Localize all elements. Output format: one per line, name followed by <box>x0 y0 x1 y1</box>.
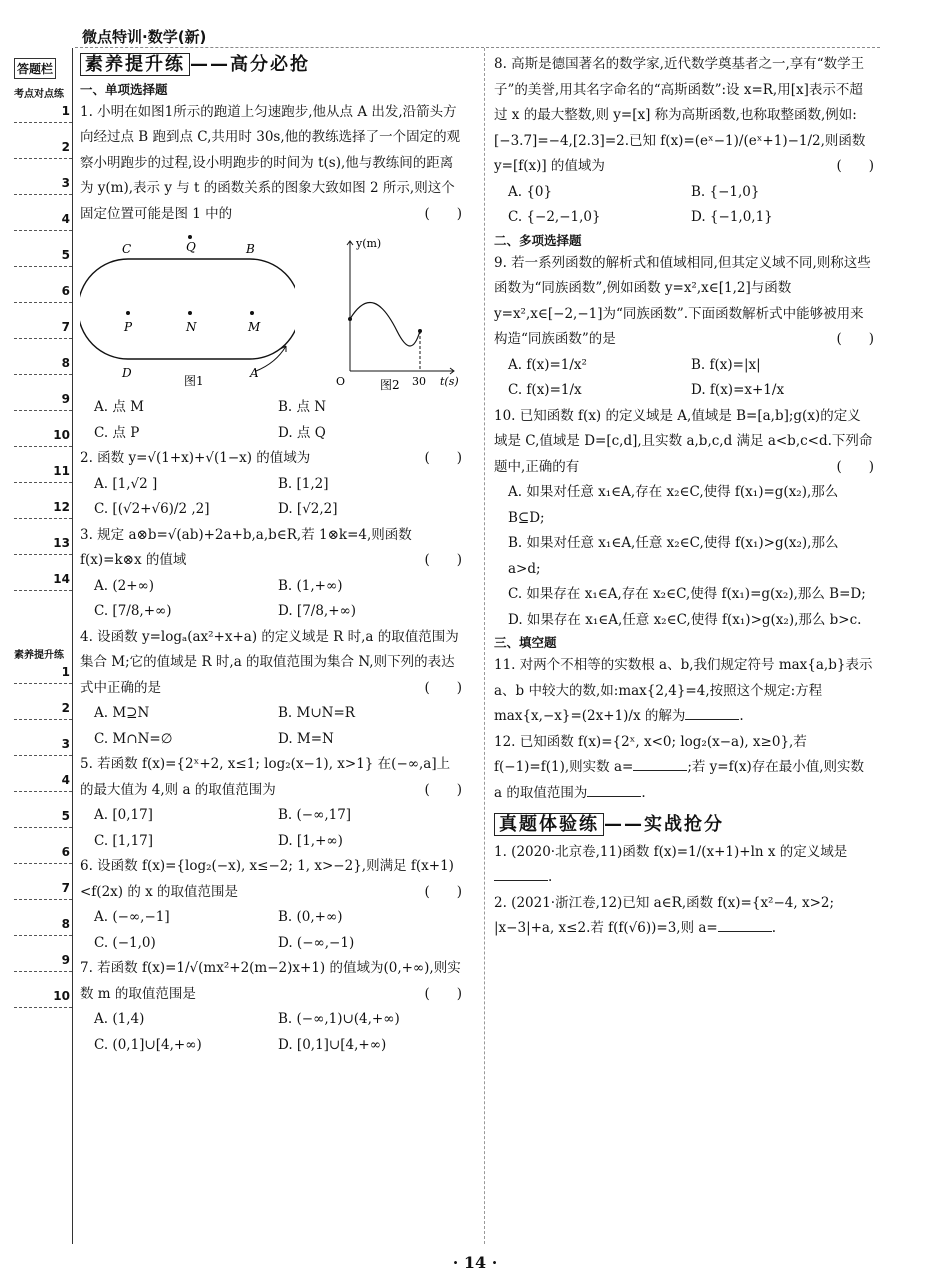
answer-slot-12[interactable]: 12 <box>14 496 72 519</box>
answer-slot-7[interactable]: 7 <box>14 877 72 900</box>
question-1-figures <box>80 231 462 391</box>
sidebar-title: 答题栏 <box>14 58 56 79</box>
answer-blank[interactable] <box>718 917 772 932</box>
label-m: M <box>248 320 261 334</box>
question-11: 11. 对两个不相等的实数根 a、b,我们规定符号 max{a,b}表示 a、b 中较大的数,如:max{2,4}=4,按照这个规定:方程 max{x,−x}=(2x+1)/x 的解为 . <box>494 657 873 724</box>
answer-slot-3[interactable]: 3 <box>14 733 72 756</box>
question-9: 9. 若一系列函数的解析式和值域相同,但其定义域不同,则称这些函数为“同族函数”,例如函数 y=x²,x∈[1,2]与函数 y=x²,x∈[−2,−1]为“同族函数”.下面函数解析式中能够被用来构造“同族函数”的是 ( ) A. f(x)=1/x² B. f(x)=|x| C. f(x)=1/x D. f(x)=x+1/x <box>494 254 874 398</box>
axis-tick: 30 <box>412 375 426 388</box>
answer-blank[interactable] <box>494 866 548 881</box>
axis-x-label: t(s) <box>440 375 459 388</box>
answer-slot-3[interactable]: 3 <box>14 172 72 195</box>
figure-2-graph <box>322 231 462 391</box>
label-d: D <box>122 366 132 380</box>
right-column <box>494 52 874 942</box>
question-12: 12. 已知函数 f(x)={2ˣ, x<0; log₂(x−a), x≥0},若 f(−1)=f(1),则实数 a= ;若 y=f(x)存在最小值,则实数 a 的取值范围为 . <box>494 733 865 801</box>
header-divider <box>75 47 880 48</box>
answer-slot-9[interactable]: 9 <box>14 388 72 411</box>
section-heading: 素养提升练 ——高分必抢 <box>80 52 462 78</box>
part-heading-2: 二、多项选择题 <box>494 232 582 248</box>
answer-slot-9[interactable]: 9 <box>14 949 72 972</box>
axis-y-label: y(m) <box>356 237 382 250</box>
axis-origin: O <box>336 375 346 388</box>
real-question-1: 1. (2020·北京卷,11)函数 f(x)=1/(x+1)+ln x 的定义域是. <box>494 843 848 885</box>
question-3: 3. 规定 a⊗b=√(ab)+2a+b,a,b∈R,若 1⊗k=4,则函数 f(x)=k⊗x 的值域 ( ) A. (2+∞) B. (1,+∞) C. [7/8,+∞) D. [7/8,+∞) <box>80 526 462 619</box>
answer-slot-7[interactable]: 7 <box>14 316 72 339</box>
answer-slot-1[interactable]: 1 <box>14 100 72 123</box>
label-p: P <box>124 320 133 334</box>
page-number: · 14 · <box>452 1253 498 1272</box>
column-divider <box>484 48 485 1244</box>
answer-slot-11[interactable]: 11 <box>14 460 72 483</box>
sidebar-answers-2 <box>14 661 72 1021</box>
answer-slot-2[interactable]: 2 <box>14 697 72 720</box>
sidebar-section-2: 素养提升练 <box>14 650 64 661</box>
label-a: A <box>250 366 259 380</box>
label-c: C <box>122 242 132 256</box>
answer-slot-8[interactable]: 8 <box>14 352 72 375</box>
answer-slot-1[interactable]: 1 <box>14 661 72 684</box>
question-1-options: A. 点 M B. 点 N C. 点 P D. 点 Q <box>94 399 327 441</box>
sidebar-section-1: 考点对点练 <box>14 89 64 100</box>
answer-slot-10[interactable]: 10 <box>14 424 72 447</box>
answer-slot-2[interactable]: 2 <box>14 136 72 159</box>
figure-1-caption: 图1 <box>184 374 204 388</box>
answer-slot-4[interactable]: 4 <box>14 769 72 792</box>
page-header: 微点特训·数学(新) <box>82 28 207 46</box>
figure-1-track <box>80 231 295 391</box>
answer-slot-10[interactable]: 10 <box>14 985 72 1008</box>
label-b: B <box>246 242 255 256</box>
label-n: N <box>186 320 197 334</box>
answer-slot-14[interactable]: 14 <box>14 568 72 591</box>
section-heading-2: 真题体验练 ——实战抢分 <box>494 812 874 838</box>
question-5: 5. 若函数 f(x)={2ˣ+2, x≤1; log₂(x−1), x>1} 在(−∞,a]上的最大值为 4,则 a 的取值范围为 ( ) A. [0,17] B. (−∞,17] C. [1,17] D. [1,+∞) <box>80 756 462 849</box>
question-10: 10. 已知函数 f(x) 的定义域是 A,值域是 B=[a,b];g(x)的定义域是 C,值域是 D=[c,d],且实数 a,b,c,d 满足 a<b,c<d.下列命题中,正确的有 ( ) A. 如果对任意 x₁∈A,存在 x₂∈C,使得 f(x₁)=g(x₂),那么 B⊆D; B. 如果对任意 x₁∈A,任意 x₂∈C,使得 f(x₁)>g(x₂),那么 a>d; C. 如果存在 x₁∈A,存在 x₂∈C,使得 f(x₁)=g(x₂),那么 B=D; D. 如果存在 x₁∈A,任意 x₂∈C,使得 f(x₁)>g(x₂),那么 b>c. <box>494 407 874 628</box>
label-q: Q <box>186 240 196 254</box>
answer-slot-6[interactable]: 6 <box>14 841 72 864</box>
left-column <box>80 52 462 1058</box>
real-question-2: 2. (2021·浙江卷,12)已知 a∈R,函数 f(x)={x²−4, x>2; |x−3|+a, x≤2.若 f(f(√6))=3,则 a= . <box>494 894 835 936</box>
question-1: 1. 小明在如图1所示的跑道上匀速跑步,他从点 A 出发,沿箭头方向经过点 B 跑到点 C,共用时 30s,他的教练选择了一个固定的观察小明跑步的过程,设小明跑步的时间为 t(s),他与教练间的距离为 y(m),表示 y 与 t 的函数关系的图象大致如图 2 所示,则这个固定位置可能是图 1 中的 ( ) Q C B P N M D A 图1 y(m) t(s) O 30 图2 A. 点 M B. 点 N C. 点 P D. 点 Q <box>80 100 462 447</box>
answer-slot-13[interactable]: 13 <box>14 532 72 555</box>
answer-slot-4[interactable]: 4 <box>14 208 72 231</box>
answer-blank[interactable] <box>685 705 739 720</box>
answer-slot-8[interactable]: 8 <box>14 913 72 936</box>
question-6: 6. 设函数 f(x)={log₂(−x), x≤−2; 1, x>−2},则满足 f(x+1)<f(2x) 的 x 的取值范围是 ( ) A. (−∞,−1] B. (0,+∞) C. (−1,0) D. (−∞,−1) <box>80 858 462 951</box>
part-heading-3: 三、填空题 <box>494 635 557 650</box>
question-2: 2. 函数 y=√(1+x)+√(1−x) 的值域为 ( ) A. [1,√2 ] B. [1,2] C. [(√2+√6)/2 ,2] D. [√2,2] <box>80 450 462 517</box>
sidebar-divider <box>72 48 73 1244</box>
question-8: 8. 高斯是德国著名的数学家,近代数学奠基者之一,享有“数学王子”的美誉,用其名字命名的“高斯函数”:设 x=R,用[x]表示不超过 x 的最大整数,则 y=[x] 称为高斯函数,也称取整函数,例如:[−3.7]=−4,[2.3]=2.已知 f(x)=(eˣ−1)/(eˣ+1)−1/2,则函数 y=[f(x)] 的值域为 ( ) A. {0} B. {−1,0} C. {−2,−1,0} D. {−1,0,1} <box>494 56 874 225</box>
answer-slot-6[interactable]: 6 <box>14 280 72 303</box>
question-4: 4. 设函数 y=logₐ(ax²+x+a) 的定义域是 R 时,a 的取值范围为集合 M;它的值域是 R 时,a 的取值范围为集合 N,则下列的表达式中正确的是 ( ) A. M⊇N B. M∪N=R C. M∩N=∅ D. M=N <box>80 628 462 747</box>
answer-sidebar <box>14 58 72 1021</box>
answer-slot-5[interactable]: 5 <box>14 244 72 267</box>
sidebar-answers-1 <box>14 100 72 640</box>
answer-slot-5[interactable]: 5 <box>14 805 72 828</box>
answer-blank[interactable] <box>633 756 687 771</box>
question-7: 7. 若函数 f(x)=1/√(mx²+2(m−2)x+1) 的值域为(0,+∞),则实数 m 的取值范围是 ( ) A. (1,4) B. (−∞,1)∪(4,+∞) C. (0,1]∪[4,+∞) D. [0,1]∪[4,+∞) <box>80 960 462 1053</box>
answer-blank[interactable] <box>587 782 641 797</box>
figure-2-caption: 图2 <box>380 378 400 391</box>
part-heading: 一、单项选择题 <box>80 81 168 97</box>
